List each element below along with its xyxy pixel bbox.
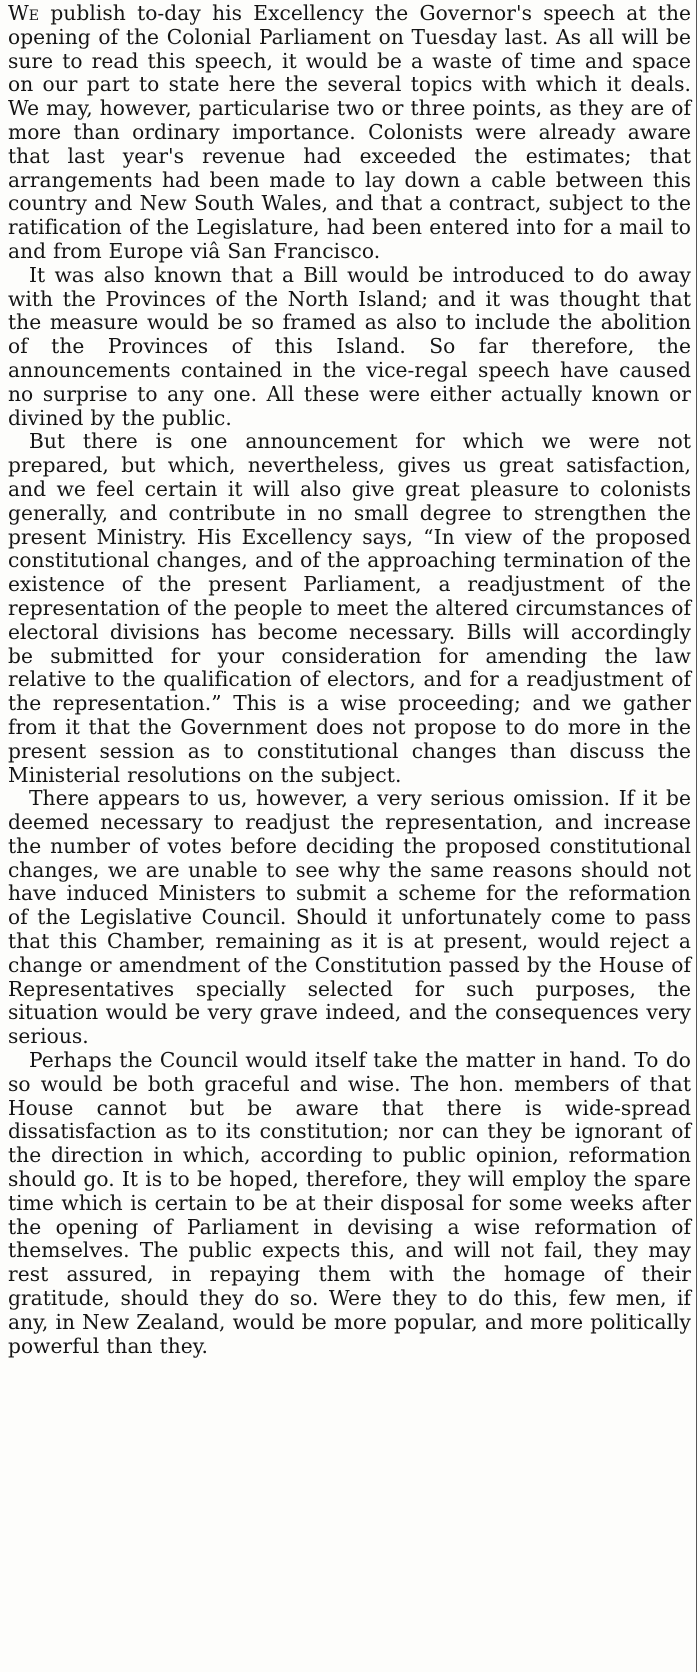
article-paragraph-1 bbox=[8, 2, 691, 264]
article-paragraph-3: But there is one announcement for which we were not prepared, but which, nevertheless, gives us great satisfaction, and we feel certain it will also give great pleasure to colonists generally, and contribute in no small degree to strengthen the present Ministry. His Excellency says, “In view of the proposed constitutional changes, and of the approaching termination of the existence of the present Parliament, a readjustment of the representation of the people to meet the altered circumstances of electoral divisions has become necessary. Bills will accordingly be submitted for your consideration for amending the law relative to the qualification of electors, and for a readjustment of the representation.” This is a wise proceeding; and we gather from it that the Government does not propose to do more in the present session as to constitutional changes than discuss the Ministerial resolutions on the subject. bbox=[8, 429, 691, 787]
lead-word: We bbox=[8, 1, 40, 25]
editorial-article bbox=[8, 2, 691, 1358]
column-rule bbox=[696, 0, 697, 1672]
article-paragraph-2: It was also known that a Bill would be introduced to do away with the Provinces of the North Island; and it was thought that the measure would be so framed as also to include the abolition of the Provinces of this Island. So far therefore, the announcements contained in the vice-regal speech have caused no surprise to any one. All these were either actually known or divined by the public. bbox=[8, 262, 691, 430]
article-paragraph-4: There appears to us, however, a very serious omission. If it be deemed necessary to readjust the representation, and increase the number of votes before deciding the proposed constitutional changes, we are unable to see why the same reasons should not have induced Ministers to submit a scheme for the reformation of the Legislative Council. Should it unfortunately come to pass that this Chamber, remaining as it is at present, would reject a change or amendment of the Constitution passed by the House of Representatives specially selected for such purposes, the situation would be very grave indeed, and the consequences very serious. bbox=[8, 786, 691, 1049]
article-paragraph-5: Perhaps the Council would itself take the matter in hand. To do so would be both graceful and wise. The hon. members of that House cannot but be aware that there is wide-spread dissatisfaction as to its constitution; nor can they be ignorant of the direction in which, according to public opinion, reformation should go. It is to be hoped, therefore, they will employ the spare time which is certain to be at their disposal for some weeks after the opening of Parliament in devising a wise reformation of themselves. The public expects this, and will not fail, they may rest assured, in repaying them with the homage of their gratitude, should they do so. Were they to do this, few men, if any, in New Zealand, would be more popular, and more politically powerful than they. bbox=[8, 1048, 691, 1358]
paragraph-1-text: publish to-day his Excellency the Governor's speech at the opening of the Colonial Parliament on Tuesday last. As all will be sure to read this speech, it would be a waste of time and space on our part to state here the several topics with which it deals. We may, however, particularise two or three points, as they are of more than ordinary importance. Colonists were already aware that last year's revenue had exceeded the estimates; that arrangements had been made to lay down a cable between this country and New South Wales, and that a contract, subject to the ratification of the Legislature, had been entered into for a mail to and from Europe viâ San Francisco. bbox=[8, 1, 691, 263]
